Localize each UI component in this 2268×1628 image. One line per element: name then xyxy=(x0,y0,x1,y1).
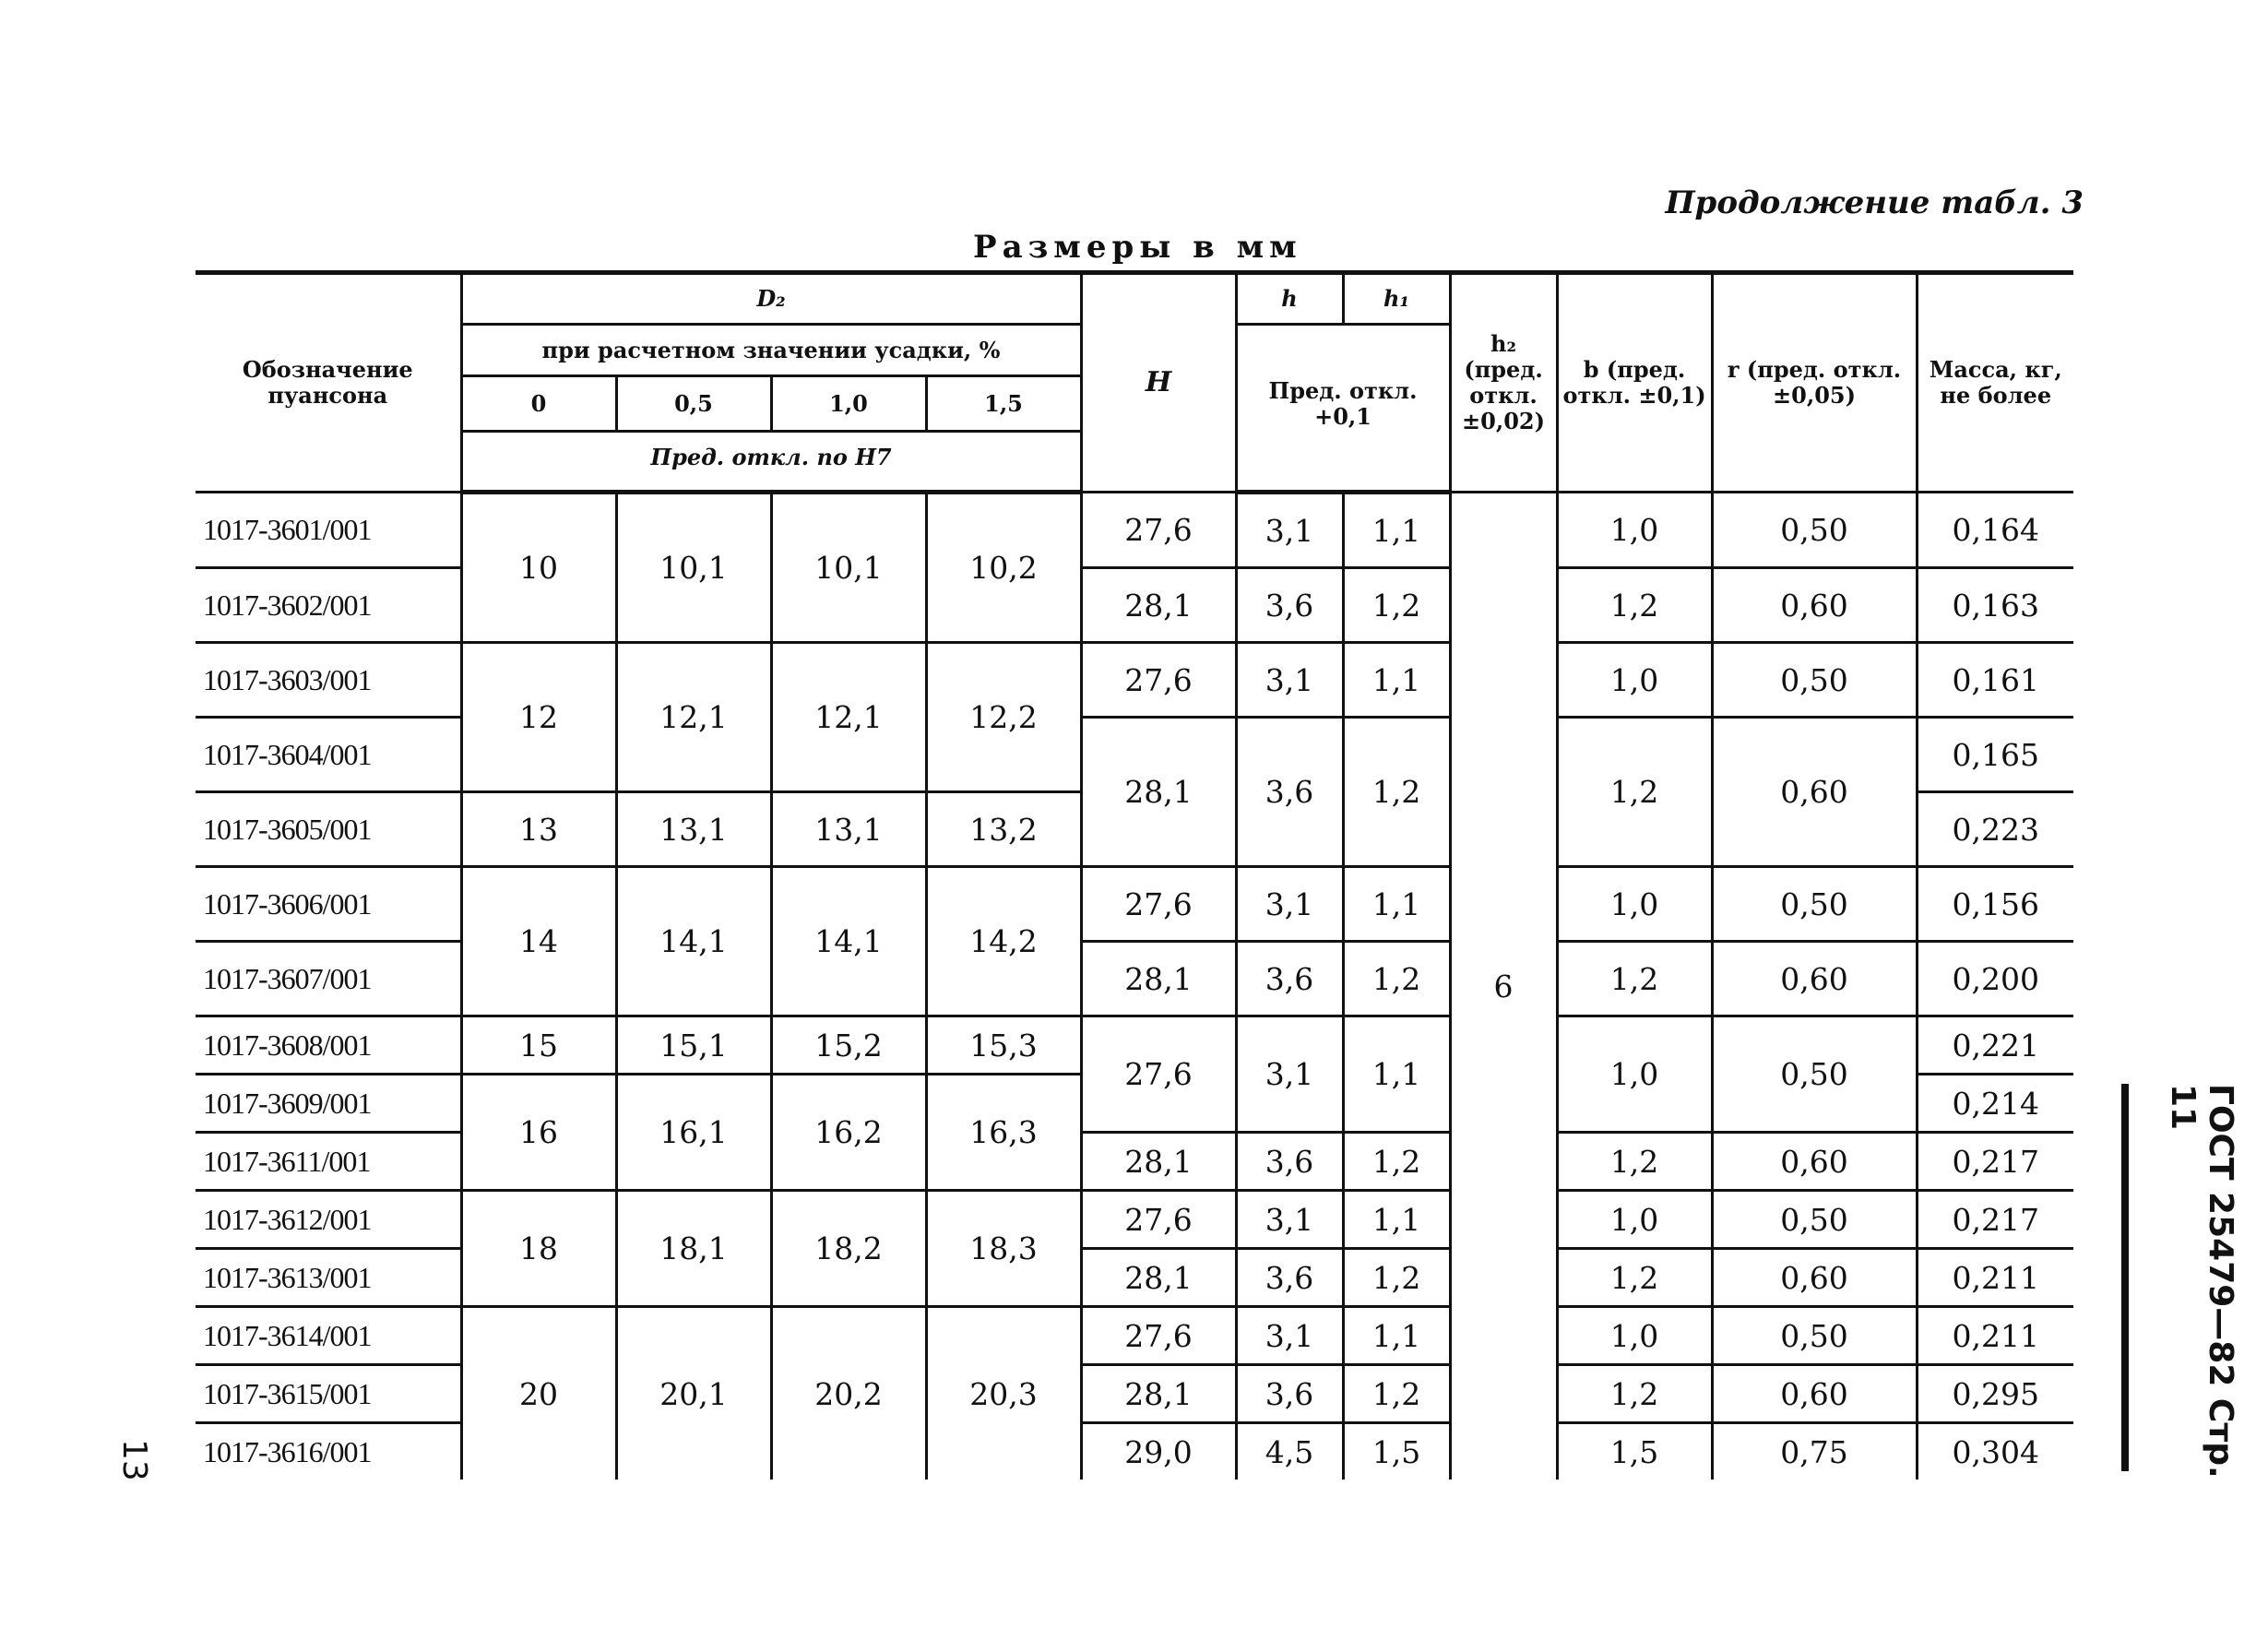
row-designation: 1017-3616/001 xyxy=(203,1434,372,1468)
row-designation: 1017-3605/001 xyxy=(196,792,461,867)
d2-05: 18,1 xyxy=(616,1191,771,1307)
d2-15: 10,2 xyxy=(926,493,1081,643)
mass-value: 0,217 xyxy=(1917,1133,2073,1191)
d2-0: 13 xyxy=(461,792,616,867)
d2-0: 14 xyxy=(461,867,616,1016)
r-value: 0,60 xyxy=(1712,1133,1917,1191)
header-shrink-0: 0 xyxy=(461,376,616,432)
h1-value: 1,1 xyxy=(1343,1016,1450,1133)
h-value: 3,1 xyxy=(1236,1016,1343,1133)
mass-value: 0,295 xyxy=(1917,1365,2073,1423)
header-h: h xyxy=(1236,273,1343,325)
H-value: 27,6 xyxy=(1081,867,1236,942)
d2-05: 14,1 xyxy=(616,867,771,1016)
mass-value: 0,304 xyxy=(1917,1423,2073,1480)
d2-10: 20,2 xyxy=(771,1307,926,1480)
H-value: 28,1 xyxy=(1081,942,1236,1016)
H-value: 27,6 xyxy=(1081,493,1236,568)
r-value: 0,50 xyxy=(1712,1307,1917,1365)
h1-value: 1,2 xyxy=(1343,718,1450,867)
r-value: 0,60 xyxy=(1712,942,1917,1016)
r-value: 0,60 xyxy=(1712,718,1917,867)
row-designation: 1017-3613/001 xyxy=(196,1249,461,1307)
b-value: 1,2 xyxy=(1557,568,1712,643)
row-designation: 1017-3607/001 xyxy=(196,942,461,1016)
H-value: 27,6 xyxy=(1081,643,1236,718)
row-designation: 1017-3612/001 xyxy=(196,1191,461,1249)
side-rule xyxy=(2121,1084,2129,1471)
b-value: 1,2 xyxy=(1557,1249,1712,1307)
header-mass: Масса, кг, не более xyxy=(1917,273,2073,493)
d2-05: 20,1 xyxy=(616,1307,771,1480)
h-value: 3,6 xyxy=(1236,1133,1343,1191)
d2-0: 15 xyxy=(461,1016,616,1075)
r-value: 0,75 xyxy=(1712,1423,1917,1480)
h1-value: 1,2 xyxy=(1343,1249,1450,1307)
H-value: 27,6 xyxy=(1081,1307,1236,1365)
units-title: Размеры в мм xyxy=(973,229,1302,266)
b-value: 1,2 xyxy=(1557,942,1712,1016)
r-value: 0,50 xyxy=(1712,643,1917,718)
d2-10: 15,2 xyxy=(771,1016,926,1075)
h-value: 3,1 xyxy=(1236,493,1343,568)
d2-05: 13,1 xyxy=(616,792,771,867)
d2-10: 18,2 xyxy=(771,1191,926,1307)
mass-value: 0,200 xyxy=(1917,942,2073,1016)
header-h1: h₁ xyxy=(1343,273,1450,325)
h-value: 3,6 xyxy=(1236,568,1343,643)
d2-10: 13,1 xyxy=(771,792,926,867)
mass-value: 0,164 xyxy=(1917,493,2073,568)
b-value: 1,2 xyxy=(1557,1133,1712,1191)
b-value: 1,0 xyxy=(1557,1191,1712,1249)
b-value: 1,0 xyxy=(1557,1307,1712,1365)
header-shrinkage: при расчетном значении усадки, % xyxy=(461,325,1081,376)
d2-05: 15,1 xyxy=(616,1016,771,1075)
d2-15: 13,2 xyxy=(926,792,1081,867)
r-value: 0,50 xyxy=(1712,1016,1917,1133)
header-shrink-05: 0,5 xyxy=(616,376,771,432)
d2-05: 16,1 xyxy=(616,1075,771,1191)
r-value: 0,60 xyxy=(1712,568,1917,643)
mass-value: 0,211 xyxy=(1917,1249,2073,1307)
row-designation: 1017-3606/001 xyxy=(196,867,461,942)
punch-dimensions-table xyxy=(196,270,2073,1479)
header-d2-tolerance: Пред. откл. по H7 xyxy=(461,432,1081,483)
header-h-tolerance: Пред. откл. +0,1 xyxy=(1236,325,1450,483)
r-value: 0,50 xyxy=(1712,867,1917,942)
H-value: 28,1 xyxy=(1081,718,1236,867)
d2-10: 10,1 xyxy=(771,493,926,643)
header-r: r (пред. откл. ±0,05) xyxy=(1712,273,1917,493)
d2-0: 16 xyxy=(461,1075,616,1191)
mass-value: 0,211 xyxy=(1917,1307,2073,1365)
d2-15: 16,3 xyxy=(926,1075,1081,1191)
d2-0: 20 xyxy=(461,1307,616,1480)
h-value: 3,1 xyxy=(1236,867,1343,942)
H-value: 28,1 xyxy=(1081,1249,1236,1307)
standard-side-label xyxy=(2121,1084,2239,1490)
row-designation: 1017-3608/001 xyxy=(196,1016,461,1075)
row-designation: 1017-3615/001 xyxy=(196,1365,461,1423)
d2-15: 18,3 xyxy=(926,1191,1081,1307)
h1-value: 1,2 xyxy=(1343,568,1450,643)
d2-10: 16,2 xyxy=(771,1075,926,1191)
d2-0: 12 xyxy=(461,643,616,792)
h1-value: 1,5 xyxy=(1343,1423,1450,1480)
h1-value: 1,1 xyxy=(1343,493,1450,568)
b-value: 1,0 xyxy=(1557,493,1712,568)
row-designation: 1017-3614/001 xyxy=(196,1307,461,1365)
r-value: 0,60 xyxy=(1712,1365,1917,1423)
h-value: 3,1 xyxy=(1236,1307,1343,1365)
mass-value: 0,156 xyxy=(1917,867,2073,942)
h1-value: 1,2 xyxy=(1343,1133,1450,1191)
h2-value: 6 xyxy=(1450,493,1557,1480)
h-value: 3,6 xyxy=(1236,1249,1343,1307)
b-value: 1,0 xyxy=(1557,643,1712,718)
row-designation: 1017-3603/001 xyxy=(196,643,461,718)
header-shrink-10: 1,0 xyxy=(771,376,926,432)
h1-value: 1,1 xyxy=(1343,643,1450,718)
header-H: H xyxy=(1081,273,1236,493)
h1-value: 1,1 xyxy=(1343,1307,1450,1365)
side-label-text: ГОСТ 25479—82 Стр. 11 xyxy=(2164,1084,2239,1479)
page-number: 13 xyxy=(115,1439,153,1481)
h1-value: 1,2 xyxy=(1343,942,1450,1016)
mass-value: 0,221 xyxy=(1917,1016,2073,1075)
h-value: 3,1 xyxy=(1236,1191,1343,1249)
mass-value: 0,165 xyxy=(1917,718,2073,792)
mass-value: 0,163 xyxy=(1917,568,2073,643)
header-shrink-15: 1,5 xyxy=(926,376,1081,432)
H-value: 28,1 xyxy=(1081,1365,1236,1423)
d2-0: 18 xyxy=(461,1191,616,1307)
d2-15: 12,2 xyxy=(926,643,1081,792)
d2-10: 12,1 xyxy=(771,643,926,792)
H-value: 27,6 xyxy=(1081,1016,1236,1133)
d2-05: 12,1 xyxy=(616,643,771,792)
row-designation: 1017-3604/001 xyxy=(196,718,461,792)
b-value: 1,0 xyxy=(1557,1016,1712,1133)
r-value: 0,60 xyxy=(1712,1249,1917,1307)
h-value: 3,6 xyxy=(1236,1365,1343,1423)
header-h2: h₂ (пред. откл. ±0,02) xyxy=(1450,273,1557,493)
row-designation: 1017-3611/001 xyxy=(196,1133,461,1191)
H-value: 29,0 xyxy=(1081,1423,1236,1480)
mass-value: 0,214 xyxy=(1917,1075,2073,1133)
b-value: 1,5 xyxy=(1557,1423,1712,1480)
d2-05: 10,1 xyxy=(616,493,771,643)
mass-value: 0,217 xyxy=(1917,1191,2073,1249)
row-designation: 1017-3601/001 xyxy=(196,493,461,568)
H-value: 28,1 xyxy=(1081,1133,1236,1191)
d2-10: 14,1 xyxy=(771,867,926,1016)
h1-value: 1,1 xyxy=(1343,867,1450,942)
h-value: 3,6 xyxy=(1236,718,1343,867)
mass-value: 0,161 xyxy=(1917,643,2073,718)
b-value: 1,0 xyxy=(1557,867,1712,942)
r-value: 0,50 xyxy=(1712,1191,1917,1249)
h-value: 4,5 xyxy=(1236,1423,1343,1480)
b-value: 1,2 xyxy=(1557,1365,1712,1423)
h1-value: 1,2 xyxy=(1343,1365,1450,1423)
row-designation: 1017-3609/001 xyxy=(196,1075,461,1133)
header-b: b (пред. откл. ±0,1) xyxy=(1557,273,1712,493)
header-designation: Обозначение пуансона xyxy=(196,273,461,493)
H-value: 28,1 xyxy=(1081,568,1236,643)
b-value: 1,2 xyxy=(1557,718,1712,867)
mass-value: 0,223 xyxy=(1917,792,2073,867)
row-designation: 1017-3602/001 xyxy=(196,568,461,643)
d2-0: 10 xyxy=(461,493,616,643)
r-value: 0,50 xyxy=(1712,493,1917,568)
d2-15: 14,2 xyxy=(926,867,1081,1016)
h1-value: 1,1 xyxy=(1343,1191,1450,1249)
h-value: 3,1 xyxy=(1236,643,1343,718)
d2-15: 20,3 xyxy=(926,1307,1081,1480)
h-value: 3,6 xyxy=(1236,942,1343,1016)
d2-15: 15,3 xyxy=(926,1016,1081,1075)
H-value: 27,6 xyxy=(1081,1191,1236,1249)
table-continuation-caption: Продолжение табл. 3 xyxy=(1665,184,2084,221)
header-d2: D₂ xyxy=(461,273,1081,325)
